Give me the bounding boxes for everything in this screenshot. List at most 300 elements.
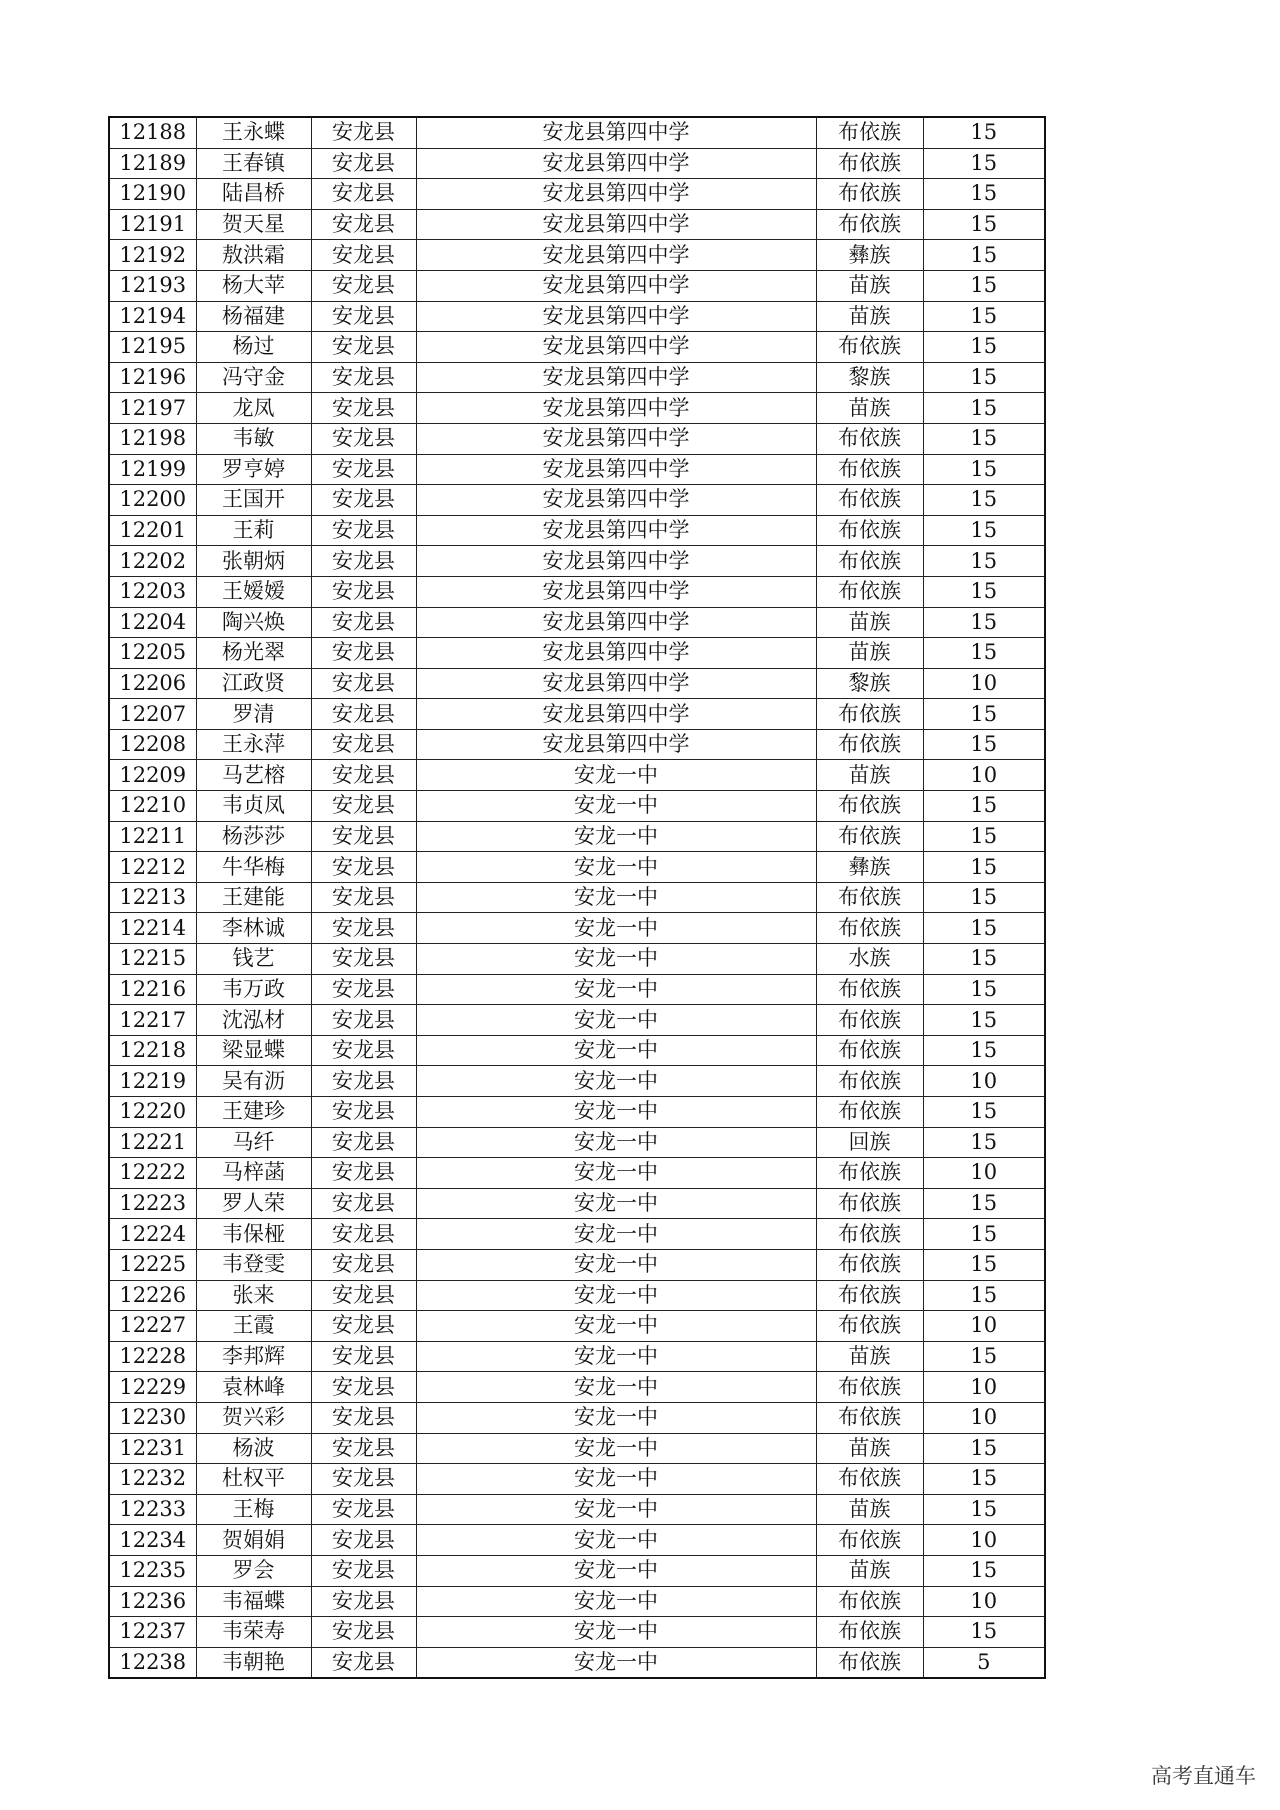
table-row bbox=[109, 270, 1045, 301]
cell-ethnicity: 布依族 bbox=[816, 1311, 923, 1342]
cell-county: 安龙县 bbox=[311, 1433, 416, 1464]
cell-bonus-points: 15 bbox=[923, 179, 1045, 210]
cell-student-name: 江政贤 bbox=[196, 668, 311, 699]
cell-student-name: 梁显蝶 bbox=[196, 1035, 311, 1066]
cell-ethnicity: 黎族 bbox=[816, 668, 923, 699]
cell-record-id: 12233 bbox=[109, 1494, 196, 1525]
table-row bbox=[109, 760, 1045, 791]
cell-county: 安龙县 bbox=[311, 393, 416, 424]
cell-school: 安龙一中 bbox=[416, 1464, 816, 1495]
cell-school: 安龙县第四中学 bbox=[416, 607, 816, 638]
cell-school: 安龙县第四中学 bbox=[416, 270, 816, 301]
table-row bbox=[109, 1617, 1045, 1648]
table-row bbox=[109, 791, 1045, 822]
cell-record-id: 12228 bbox=[109, 1341, 196, 1372]
cell-student-name: 王建珍 bbox=[196, 1097, 311, 1128]
cell-school: 安龙县第四中学 bbox=[416, 638, 816, 669]
cell-record-id: 12191 bbox=[109, 209, 196, 240]
cell-county: 安龙县 bbox=[311, 974, 416, 1005]
table-row bbox=[109, 546, 1045, 577]
table-row bbox=[109, 1280, 1045, 1311]
cell-county: 安龙县 bbox=[311, 1464, 416, 1495]
table-row bbox=[109, 852, 1045, 883]
cell-bonus-points: 15 bbox=[923, 1555, 1045, 1586]
cell-school: 安龙县第四中学 bbox=[416, 699, 816, 730]
table-row bbox=[109, 1341, 1045, 1372]
cell-student-name: 沈泓材 bbox=[196, 1005, 311, 1036]
cell-county: 安龙县 bbox=[311, 913, 416, 944]
table-row bbox=[109, 485, 1045, 516]
cell-school: 安龙一中 bbox=[416, 1280, 816, 1311]
cell-ethnicity: 布依族 bbox=[816, 148, 923, 179]
cell-school: 安龙一中 bbox=[416, 1525, 816, 1556]
cell-record-id: 12225 bbox=[109, 1249, 196, 1280]
cell-record-id: 12193 bbox=[109, 270, 196, 301]
cell-record-id: 12207 bbox=[109, 699, 196, 730]
cell-ethnicity: 苗族 bbox=[816, 1555, 923, 1586]
cell-record-id: 12231 bbox=[109, 1433, 196, 1464]
cell-ethnicity: 布依族 bbox=[816, 1525, 923, 1556]
cell-student-name: 袁林峰 bbox=[196, 1372, 311, 1403]
table-row bbox=[109, 668, 1045, 699]
cell-student-name: 韦敏 bbox=[196, 423, 311, 454]
cell-record-id: 12220 bbox=[109, 1097, 196, 1128]
table-row bbox=[109, 576, 1045, 607]
cell-bonus-points: 15 bbox=[923, 882, 1045, 913]
cell-school: 安龙一中 bbox=[416, 1311, 816, 1342]
cell-school: 安龙一中 bbox=[416, 852, 816, 883]
cell-bonus-points: 15 bbox=[923, 1280, 1045, 1311]
cell-record-id: 12217 bbox=[109, 1005, 196, 1036]
table-row bbox=[109, 240, 1045, 271]
cell-county: 安龙县 bbox=[311, 515, 416, 546]
cell-ethnicity: 布依族 bbox=[816, 1158, 923, 1189]
cell-student-name: 罗亨婷 bbox=[196, 454, 311, 485]
cell-bonus-points: 15 bbox=[923, 1005, 1045, 1036]
cell-student-name: 王霞 bbox=[196, 1311, 311, 1342]
cell-ethnicity: 苗族 bbox=[816, 607, 923, 638]
cell-student-name: 陶兴焕 bbox=[196, 607, 311, 638]
cell-county: 安龙县 bbox=[311, 1555, 416, 1586]
cell-school: 安龙县第四中学 bbox=[416, 729, 816, 760]
cell-county: 安龙县 bbox=[311, 423, 416, 454]
cell-ethnicity: 布依族 bbox=[816, 1464, 923, 1495]
cell-bonus-points: 15 bbox=[923, 515, 1045, 546]
cell-school: 安龙县第四中学 bbox=[416, 485, 816, 516]
cell-record-id: 12232 bbox=[109, 1464, 196, 1495]
cell-ethnicity: 彝族 bbox=[816, 852, 923, 883]
cell-record-id: 12205 bbox=[109, 638, 196, 669]
cell-school: 安龙县第四中学 bbox=[416, 301, 816, 332]
cell-record-id: 12229 bbox=[109, 1372, 196, 1403]
cell-bonus-points: 10 bbox=[923, 1586, 1045, 1617]
cell-county: 安龙县 bbox=[311, 148, 416, 179]
cell-student-name: 李邦辉 bbox=[196, 1341, 311, 1372]
cell-bonus-points: 15 bbox=[923, 485, 1045, 516]
cell-county: 安龙县 bbox=[311, 209, 416, 240]
cell-school: 安龙一中 bbox=[416, 1433, 816, 1464]
cell-county: 安龙县 bbox=[311, 1311, 416, 1342]
cell-record-id: 12195 bbox=[109, 332, 196, 363]
cell-student-name: 罗清 bbox=[196, 699, 311, 730]
cell-student-name: 王嫒嫒 bbox=[196, 576, 311, 607]
cell-bonus-points: 15 bbox=[923, 362, 1045, 393]
cell-record-id: 12215 bbox=[109, 944, 196, 975]
cell-county: 安龙县 bbox=[311, 1249, 416, 1280]
cell-student-name: 贺兴彩 bbox=[196, 1402, 311, 1433]
cell-student-name: 韦贞凤 bbox=[196, 791, 311, 822]
cell-school: 安龙一中 bbox=[416, 1555, 816, 1586]
cell-bonus-points: 15 bbox=[923, 270, 1045, 301]
cell-bonus-points: 15 bbox=[923, 1464, 1045, 1495]
cell-ethnicity: 苗族 bbox=[816, 1341, 923, 1372]
cell-student-name: 韦朝艳 bbox=[196, 1647, 311, 1678]
cell-school: 安龙县第四中学 bbox=[416, 362, 816, 393]
cell-school: 安龙一中 bbox=[416, 974, 816, 1005]
cell-county: 安龙县 bbox=[311, 607, 416, 638]
cell-county: 安龙县 bbox=[311, 852, 416, 883]
cell-bonus-points: 15 bbox=[923, 393, 1045, 424]
cell-record-id: 12206 bbox=[109, 668, 196, 699]
cell-ethnicity: 布依族 bbox=[816, 454, 923, 485]
cell-record-id: 12192 bbox=[109, 240, 196, 271]
cell-county: 安龙县 bbox=[311, 362, 416, 393]
cell-ethnicity: 布依族 bbox=[816, 576, 923, 607]
cell-ethnicity: 水族 bbox=[816, 944, 923, 975]
cell-record-id: 12197 bbox=[109, 393, 196, 424]
table-row bbox=[109, 729, 1045, 760]
cell-record-id: 12202 bbox=[109, 546, 196, 577]
watermark-text: 高考直通车 bbox=[1151, 1764, 1256, 1788]
cell-record-id: 12230 bbox=[109, 1402, 196, 1433]
cell-bonus-points: 10 bbox=[923, 760, 1045, 791]
cell-bonus-points: 15 bbox=[923, 301, 1045, 332]
cell-school: 安龙县第四中学 bbox=[416, 148, 816, 179]
cell-student-name: 李林诚 bbox=[196, 913, 311, 944]
cell-school: 安龙县第四中学 bbox=[416, 423, 816, 454]
cell-school: 安龙一中 bbox=[416, 1494, 816, 1525]
cell-student-name: 韦福蝶 bbox=[196, 1586, 311, 1617]
cell-bonus-points: 15 bbox=[923, 1219, 1045, 1250]
table-row bbox=[109, 515, 1045, 546]
cell-county: 安龙县 bbox=[311, 1188, 416, 1219]
table-row bbox=[109, 944, 1045, 975]
cell-ethnicity: 苗族 bbox=[816, 393, 923, 424]
cell-bonus-points: 10 bbox=[923, 668, 1045, 699]
cell-county: 安龙县 bbox=[311, 638, 416, 669]
cell-county: 安龙县 bbox=[311, 546, 416, 577]
cell-student-name: 钱艺 bbox=[196, 944, 311, 975]
cell-bonus-points: 10 bbox=[923, 1066, 1045, 1097]
cell-bonus-points: 15 bbox=[923, 332, 1045, 363]
table-row bbox=[109, 821, 1045, 852]
cell-student-name: 杨莎莎 bbox=[196, 821, 311, 852]
cell-bonus-points: 15 bbox=[923, 1617, 1045, 1648]
cell-bonus-points: 15 bbox=[923, 821, 1045, 852]
cell-ethnicity: 布依族 bbox=[816, 1280, 923, 1311]
cell-ethnicity: 布依族 bbox=[816, 974, 923, 1005]
cell-record-id: 12236 bbox=[109, 1586, 196, 1617]
cell-student-name: 马艺榕 bbox=[196, 760, 311, 791]
cell-school: 安龙一中 bbox=[416, 882, 816, 913]
cell-ethnicity: 苗族 bbox=[816, 760, 923, 791]
cell-school: 安龙一中 bbox=[416, 1249, 816, 1280]
cell-ethnicity: 苗族 bbox=[816, 301, 923, 332]
cell-ethnicity: 布依族 bbox=[816, 1219, 923, 1250]
cell-record-id: 12188 bbox=[109, 117, 196, 148]
cell-student-name: 韦荣寿 bbox=[196, 1617, 311, 1648]
cell-county: 安龙县 bbox=[311, 729, 416, 760]
cell-ethnicity: 布依族 bbox=[816, 791, 923, 822]
cell-county: 安龙县 bbox=[311, 1280, 416, 1311]
cell-ethnicity: 黎族 bbox=[816, 362, 923, 393]
roster-table-body bbox=[109, 117, 1045, 1678]
table-row bbox=[109, 1464, 1045, 1495]
cell-bonus-points: 10 bbox=[923, 1158, 1045, 1189]
cell-ethnicity: 布依族 bbox=[816, 117, 923, 148]
cell-ethnicity: 布依族 bbox=[816, 1372, 923, 1403]
cell-bonus-points: 15 bbox=[923, 454, 1045, 485]
cell-bonus-points: 15 bbox=[923, 699, 1045, 730]
cell-school: 安龙县第四中学 bbox=[416, 209, 816, 240]
cell-record-id: 12201 bbox=[109, 515, 196, 546]
cell-student-name: 王梅 bbox=[196, 1494, 311, 1525]
cell-bonus-points: 15 bbox=[923, 638, 1045, 669]
cell-student-name: 韦登雯 bbox=[196, 1249, 311, 1280]
cell-bonus-points: 15 bbox=[923, 423, 1045, 454]
cell-student-name: 马纤 bbox=[196, 1127, 311, 1158]
cell-school: 安龙一中 bbox=[416, 1647, 816, 1678]
cell-school: 安龙一中 bbox=[416, 1402, 816, 1433]
cell-student-name: 罗会 bbox=[196, 1555, 311, 1586]
cell-county: 安龙县 bbox=[311, 576, 416, 607]
cell-student-name: 杜权平 bbox=[196, 1464, 311, 1495]
cell-record-id: 12224 bbox=[109, 1219, 196, 1250]
table-row bbox=[109, 179, 1045, 210]
cell-school: 安龙一中 bbox=[416, 1617, 816, 1648]
table-row bbox=[109, 638, 1045, 669]
cell-county: 安龙县 bbox=[311, 791, 416, 822]
cell-student-name: 龙凤 bbox=[196, 393, 311, 424]
cell-school: 安龙一中 bbox=[416, 1035, 816, 1066]
cell-school: 安龙一中 bbox=[416, 1341, 816, 1372]
table-row bbox=[109, 423, 1045, 454]
cell-bonus-points: 15 bbox=[923, 1035, 1045, 1066]
table-row bbox=[109, 1158, 1045, 1189]
table-row bbox=[109, 607, 1045, 638]
cell-county: 安龙县 bbox=[311, 301, 416, 332]
table-row bbox=[109, 1219, 1045, 1250]
cell-bonus-points: 15 bbox=[923, 607, 1045, 638]
cell-ethnicity: 布依族 bbox=[816, 1066, 923, 1097]
table-row bbox=[109, 1433, 1045, 1464]
cell-ethnicity: 布依族 bbox=[816, 821, 923, 852]
cell-student-name: 王春镇 bbox=[196, 148, 311, 179]
cell-ethnicity: 布依族 bbox=[816, 209, 923, 240]
cell-bonus-points: 15 bbox=[923, 1341, 1045, 1372]
cell-county: 安龙县 bbox=[311, 1647, 416, 1678]
table-row bbox=[109, 1586, 1045, 1617]
table-row bbox=[109, 454, 1045, 485]
cell-school: 安龙县第四中学 bbox=[416, 576, 816, 607]
cell-school: 安龙县第四中学 bbox=[416, 454, 816, 485]
cell-school: 安龙县第四中学 bbox=[416, 179, 816, 210]
cell-record-id: 12237 bbox=[109, 1617, 196, 1648]
cell-record-id: 12208 bbox=[109, 729, 196, 760]
cell-record-id: 12218 bbox=[109, 1035, 196, 1066]
cell-school: 安龙县第四中学 bbox=[416, 240, 816, 271]
cell-record-id: 12212 bbox=[109, 852, 196, 883]
cell-student-name: 王永蝶 bbox=[196, 117, 311, 148]
table-row bbox=[109, 1035, 1045, 1066]
cell-record-id: 12235 bbox=[109, 1555, 196, 1586]
cell-ethnicity: 布依族 bbox=[816, 332, 923, 363]
cell-record-id: 12189 bbox=[109, 148, 196, 179]
cell-school: 安龙一中 bbox=[416, 1188, 816, 1219]
cell-county: 安龙县 bbox=[311, 240, 416, 271]
cell-bonus-points: 15 bbox=[923, 576, 1045, 607]
cell-bonus-points: 15 bbox=[923, 913, 1045, 944]
table-row bbox=[109, 882, 1045, 913]
table-row bbox=[109, 1066, 1045, 1097]
cell-bonus-points: 5 bbox=[923, 1647, 1045, 1678]
cell-student-name: 陆昌桥 bbox=[196, 179, 311, 210]
cell-student-name: 贺娟娟 bbox=[196, 1525, 311, 1556]
cell-student-name: 杨福建 bbox=[196, 301, 311, 332]
cell-school: 安龙一中 bbox=[416, 1066, 816, 1097]
table-row bbox=[109, 362, 1045, 393]
cell-ethnicity: 布依族 bbox=[816, 1188, 923, 1219]
cell-student-name: 马梓菡 bbox=[196, 1158, 311, 1189]
cell-county: 安龙县 bbox=[311, 1127, 416, 1158]
table-row bbox=[109, 974, 1045, 1005]
cell-ethnicity: 布依族 bbox=[816, 1249, 923, 1280]
cell-county: 安龙县 bbox=[311, 1219, 416, 1250]
cell-ethnicity: 布依族 bbox=[816, 485, 923, 516]
cell-county: 安龙县 bbox=[311, 699, 416, 730]
table-row bbox=[109, 1188, 1045, 1219]
table-row bbox=[109, 913, 1045, 944]
cell-bonus-points: 10 bbox=[923, 1525, 1045, 1556]
cell-record-id: 12238 bbox=[109, 1647, 196, 1678]
cell-bonus-points: 15 bbox=[923, 546, 1045, 577]
cell-county: 安龙县 bbox=[311, 332, 416, 363]
cell-school: 安龙县第四中学 bbox=[416, 393, 816, 424]
cell-record-id: 12203 bbox=[109, 576, 196, 607]
table-row bbox=[109, 1311, 1045, 1342]
cell-county: 安龙县 bbox=[311, 1341, 416, 1372]
cell-county: 安龙县 bbox=[311, 117, 416, 148]
table-row bbox=[109, 1372, 1045, 1403]
cell-bonus-points: 15 bbox=[923, 1433, 1045, 1464]
table-row bbox=[109, 699, 1045, 730]
cell-school: 安龙一中 bbox=[416, 791, 816, 822]
cell-county: 安龙县 bbox=[311, 1586, 416, 1617]
cell-record-id: 12213 bbox=[109, 882, 196, 913]
cell-school: 安龙一中 bbox=[416, 760, 816, 791]
cell-ethnicity: 苗族 bbox=[816, 270, 923, 301]
cell-record-id: 12194 bbox=[109, 301, 196, 332]
cell-ethnicity: 苗族 bbox=[816, 1433, 923, 1464]
table-row bbox=[109, 148, 1045, 179]
table-row bbox=[109, 117, 1045, 148]
cell-ethnicity: 布依族 bbox=[816, 1035, 923, 1066]
cell-county: 安龙县 bbox=[311, 270, 416, 301]
cell-student-name: 王国开 bbox=[196, 485, 311, 516]
cell-ethnicity: 布依族 bbox=[816, 729, 923, 760]
cell-ethnicity: 布依族 bbox=[816, 1586, 923, 1617]
cell-county: 安龙县 bbox=[311, 1402, 416, 1433]
cell-bonus-points: 15 bbox=[923, 852, 1045, 883]
cell-student-name: 敖洪霜 bbox=[196, 240, 311, 271]
cell-ethnicity: 布依族 bbox=[816, 423, 923, 454]
cell-student-name: 韦万政 bbox=[196, 974, 311, 1005]
cell-school: 安龙一中 bbox=[416, 1097, 816, 1128]
cell-record-id: 12219 bbox=[109, 1066, 196, 1097]
cell-ethnicity: 苗族 bbox=[816, 1494, 923, 1525]
table-row bbox=[109, 1402, 1045, 1433]
cell-student-name: 贺天星 bbox=[196, 209, 311, 240]
cell-county: 安龙县 bbox=[311, 1158, 416, 1189]
table-row bbox=[109, 1127, 1045, 1158]
cell-county: 安龙县 bbox=[311, 179, 416, 210]
cell-record-id: 12204 bbox=[109, 607, 196, 638]
cell-bonus-points: 10 bbox=[923, 1311, 1045, 1342]
cell-bonus-points: 15 bbox=[923, 1097, 1045, 1128]
cell-record-id: 12222 bbox=[109, 1158, 196, 1189]
cell-school: 安龙县第四中学 bbox=[416, 546, 816, 577]
cell-ethnicity: 布依族 bbox=[816, 1647, 923, 1678]
cell-county: 安龙县 bbox=[311, 1372, 416, 1403]
cell-ethnicity: 布依族 bbox=[816, 1617, 923, 1648]
cell-record-id: 12209 bbox=[109, 760, 196, 791]
cell-bonus-points: 10 bbox=[923, 1372, 1045, 1403]
cell-school: 安龙县第四中学 bbox=[416, 668, 816, 699]
cell-school: 安龙一中 bbox=[416, 913, 816, 944]
cell-ethnicity: 回族 bbox=[816, 1127, 923, 1158]
cell-county: 安龙县 bbox=[311, 485, 416, 516]
cell-county: 安龙县 bbox=[311, 1066, 416, 1097]
roster-table bbox=[108, 116, 1046, 1679]
cell-school: 安龙一中 bbox=[416, 944, 816, 975]
cell-record-id: 12196 bbox=[109, 362, 196, 393]
cell-bonus-points: 15 bbox=[923, 729, 1045, 760]
cell-student-name: 吴有沥 bbox=[196, 1066, 311, 1097]
cell-school: 安龙一中 bbox=[416, 1127, 816, 1158]
cell-county: 安龙县 bbox=[311, 1097, 416, 1128]
cell-bonus-points: 15 bbox=[923, 117, 1045, 148]
table-row bbox=[109, 1005, 1045, 1036]
table-row bbox=[109, 1249, 1045, 1280]
cell-record-id: 12210 bbox=[109, 791, 196, 822]
cell-student-name: 杨过 bbox=[196, 332, 311, 363]
cell-school: 安龙一中 bbox=[416, 1219, 816, 1250]
table-row bbox=[109, 1647, 1045, 1678]
cell-ethnicity: 布依族 bbox=[816, 1402, 923, 1433]
table-row bbox=[109, 1555, 1045, 1586]
cell-student-name: 罗人荣 bbox=[196, 1188, 311, 1219]
cell-bonus-points: 10 bbox=[923, 1402, 1045, 1433]
cell-student-name: 杨大苹 bbox=[196, 270, 311, 301]
table-row bbox=[109, 301, 1045, 332]
cell-student-name: 张来 bbox=[196, 1280, 311, 1311]
cell-county: 安龙县 bbox=[311, 1494, 416, 1525]
cell-record-id: 12221 bbox=[109, 1127, 196, 1158]
cell-student-name: 冯守金 bbox=[196, 362, 311, 393]
cell-student-name: 牛华梅 bbox=[196, 852, 311, 883]
cell-record-id: 12216 bbox=[109, 974, 196, 1005]
cell-ethnicity: 布依族 bbox=[816, 179, 923, 210]
